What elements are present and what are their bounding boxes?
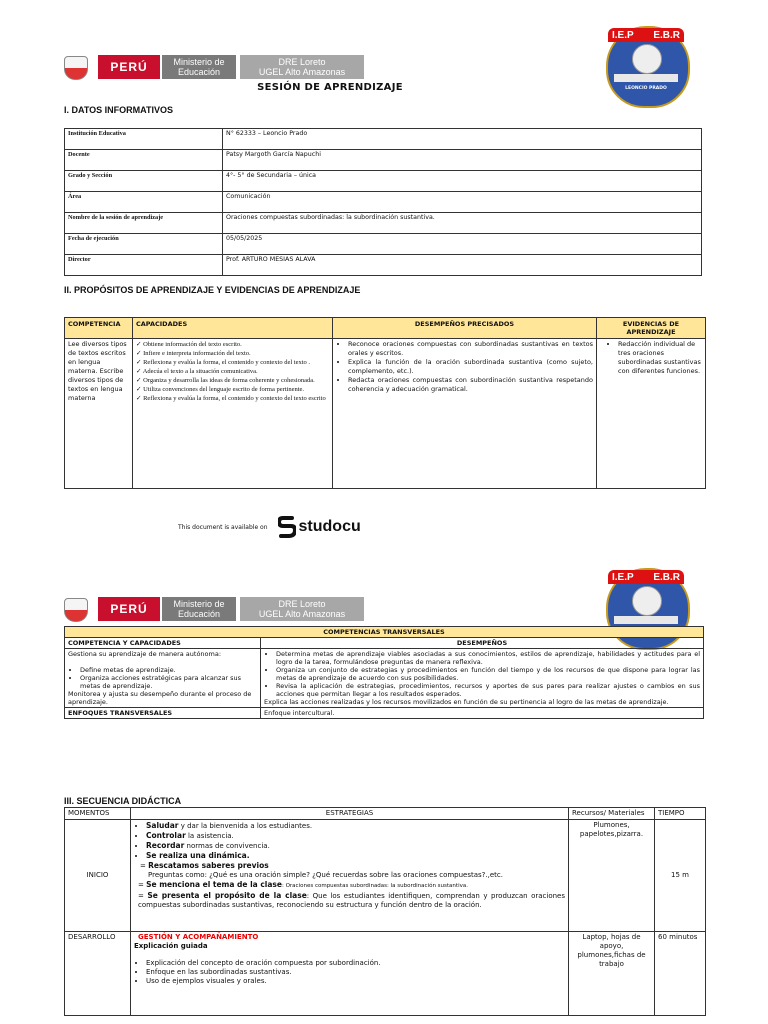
comp-item: • Define metas de aprendizaje.: [80, 666, 257, 674]
page-title: SESIÓN DE APRENDIZAJE: [257, 82, 403, 93]
transversales-header: COMPETENCIAS TRANSVERSALES: [65, 627, 704, 638]
datos-row: Nombre de la sesión de aprendizaje Oraciones compuestas subordinadas: la subordinación sustantiva.: [65, 213, 702, 234]
capacidad-item: ✓ Adecúa el texto a la situación comunicativa.: [136, 368, 258, 375]
studocu-logo[interactable]: studocu: [278, 516, 361, 538]
capacidad-item: ✓ Obtiene información del texto escrito.: [136, 341, 242, 348]
desarrollo-estrategias: GESTIÓN Y ACOMPAÑAMIENTO Explicación guiada • Explicación del concepto de oración compuesta por subordinación. • Enfoque en las subordinadas sustantivas. • Uso de ejemplos visuales y orales.: [131, 932, 569, 1016]
propositos-table: [64, 317, 706, 489]
desarrollo-item: • Uso de ejemplos visuales y orales.: [146, 977, 565, 986]
inicio-item: • Saludar y dar la bienvenida a los estudiantes.: [146, 821, 565, 831]
col-desempenos: DESEMPEÑOS PRECISADOS: [333, 318, 597, 339]
dre-logo: DRE Loreto UGEL Alto Amazonas: [240, 55, 364, 79]
desarrollo-item: • Enfoque en las subordinadas sustantivas.: [146, 968, 565, 977]
national-shield-icon: [56, 54, 94, 80]
col-capacidades: CAPACIDADES: [133, 318, 333, 339]
datos-row: Fecha de ejecución 05/05/2025: [65, 234, 702, 255]
minedu-logo: Ministerio de Educación: [162, 55, 236, 79]
desarrollo-tiempo: 60 minutos: [655, 932, 706, 1016]
momento-desarrollo: DESARROLLO: [65, 932, 131, 1016]
desarrollo-recursos: Laptop, hojas de apoyo, plumones,fichas de trabajo: [569, 932, 655, 1016]
datos-row: Docente Patsy Margoth García Napuchi: [65, 150, 702, 171]
national-shield-icon: [56, 596, 94, 622]
desarrollo-item: • Explicación del concepto de oración compuesta por subordinación.: [146, 959, 565, 968]
section-1-heading: I. DATOS INFORMATIVOS: [64, 105, 174, 115]
desempenos-cell: [333, 339, 597, 489]
section-3-heading: III. SECUENCIA DIDÁCTICA: [64, 796, 182, 806]
transversal-desempeno-item: • Revisa la aplicación de estrategias, procedimientos, recursos y aportes de sus pares para realizar ajustes o cambios en sus acciones que permitan llegar a los resultados esperados.: [276, 682, 700, 698]
comp-item: • Organiza acciones estratégicas para alcanzar sus metas de aprendizaje.: [80, 674, 257, 690]
studocu-icon: [278, 516, 296, 538]
header-logos-2: [56, 596, 364, 622]
studocu-banner: This document is available on studocu: [178, 516, 361, 538]
header-logos: [56, 54, 364, 80]
secuencia-table: MOMENTOS ESTRATEGIAS Recursos/ Materiales TIEMPO INICIO • Saludar y dar la bienvenida a los estudiantes. • Controlar la asistencia. • Recordar normas de convivencia. • Se realiza una dinámica. = Rescatamos saberes previos Preguntas como: ¿Qué es una oración simple? ¿Qué recuerdas sobre las oraciones compuestas?.,etc. = Se menciona el tema de la clase: Oraciones compuestas subordinadas: la subordinación sustantiva. = Se presenta el propósito de la clase: Que los estudiantes identifiquen, comprendan y produzcan oraciones compuestas subordinadas sustantivas, reconociendo su estructura y función dentro de la oración. Plumones, papelotes,pizarra. 15 m DESARROLLO GESTIÓN Y ACOMPAÑAMIENTO Explicación guiada • Explicación del concepto de oración compuesta por subordinación. • Enfoque en las subordinadas sustantivas. • Uso de ejemplos visuales y orales. Laptop, hojas de apoyo, plumones,fichas de trabajo 60 minutos: [64, 807, 706, 1016]
peru-logo: PERÚ: [98, 55, 160, 79]
inicio-tiempo: 15 m: [655, 820, 706, 932]
momento-inicio: INICIO: [65, 820, 131, 932]
datos-row: Área Comunicación: [65, 192, 702, 213]
peru-logo: PERÚ: [98, 597, 160, 621]
datos-table: [64, 128, 702, 276]
capacidad-item: ✓ Reflexiona y evalúa la forma, el contenido y contexto del texto .: [136, 359, 311, 366]
inicio-item: • Controlar la asistencia.: [146, 831, 565, 841]
inicio-item: = Rescatamos saberes previos: [140, 861, 269, 870]
capacidad-item: ✓ Infiere e interpreta información del texto.: [136, 350, 251, 357]
capacidad-item: ✓ Reflexiona y evalúa la forma, el contenido y contexto del texto escrito: [136, 395, 326, 402]
transversal-competencia-cell: Gestiona su aprendizaje de manera autónoma: • Define metas de aprendizaje. • Organiza acciones estratégicas para alcanzar sus metas de aprendizaje. Monitorea y ajusta su desempeño durante el proceso de aprendizaje.: [65, 649, 261, 708]
inicio-estrategias: • Saludar y dar la bienvenida a los estudiantes. • Controlar la asistencia. • Recordar normas de convivencia. • Se realiza una dinámica. = Rescatamos saberes previos Preguntas como: ¿Qué es una oración simple? ¿Qué recuerdas sobre las oraciones compuestas?.,etc. = Se menciona el tema de la clase: Oraciones compuestas subordinadas: la subordinación sustantiva. = Se presenta el propósito de la clase: Que los estudiantes identifiquen, comprendan y produzcan oraciones compuestas subordinadas sustantivas, reconociendo su estructura y función dentro de la oración.: [131, 820, 569, 932]
inicio-recursos: Plumones, papelotes,pizarra.: [569, 820, 655, 932]
capacidades-cell: [133, 339, 333, 489]
section-2-heading: II. PROPÓSITOS DE APRENDIZAJE Y EVIDENCIAS DE APRENDIZAJE: [64, 285, 361, 295]
evidencias-cell: [597, 339, 706, 489]
inicio-item: • Recordar normas de convivencia.: [146, 841, 565, 851]
desempeno-item: • Redacta oraciones compuestas con subordinación sustantiva respetando coherencia y adecuación gramatical.: [348, 376, 593, 394]
competencia-cell: Lee diversos tipos de textos escritos en lengua materna. Escribe diversos tipos de textos en lengua materna: [65, 339, 133, 489]
desempeno-item: • Reconoce oraciones compuestas con subordinadas sustantivas en textos orales y escritos.: [348, 340, 593, 358]
school-crest-icon: I.E.P E.B.R LEONCIO PRADO: [604, 22, 688, 106]
capacidad-item: ✓ Organiza y desarrolla las ideas de forma coherente y cohesionada.: [136, 377, 315, 384]
transversal-desempeno-item: • Organiza un conjunto de estrategias y procedimientos en función del tiempo y de los recursos de que dispone para lograr las metas de aprendizaje de acuerdo con sus posibilidades.: [276, 666, 700, 682]
datos-row: Director Prof. ARTURO MESIAS ALAVA: [65, 255, 702, 276]
datos-row: Grado y Sección 4°- 5° de Secundaria – única: [65, 171, 702, 192]
inicio-item: • Se realiza una dinámica.: [146, 851, 565, 861]
capacidad-item: ✓ Utiliza convenciones del lenguaje escrito de forma pertinente.: [136, 386, 305, 393]
minedu-logo: Ministerio de Educación: [162, 597, 236, 621]
school-crest-icon: I.E.P E.B.R: [604, 564, 688, 648]
transversal-desempenos-cell: • Determina metas de aprendizaje viables asociadas a sus conocimientos, estilos de aprendizaje, habilidades y actitudes para el logro de la tarea, formulándose preguntas de manera reflexiva. • Organiza un conjunto de estrategias y procedimientos en función del tiempo y de los recursos de que dispone para lograr las metas de aprendizaje de acuerdo con sus posibilidades. • Revisa la aplicación de estrategias, procedimientos, recursos y aportes de sus pares para realizar ajustes o cambios en sus acciones que permitan llegar a los resultados esperados. Explica las acciones realizadas y los recursos movilizados en función de su pertinencia al logro de las metas de aprendizaje.: [261, 649, 704, 708]
transversal-desempeno-item: • Determina metas de aprendizaje viables asociadas a sus conocimientos, estilos de aprendizaje, habilidades y actitudes para el logro de la tarea, formulándose preguntas de manera reflexiva.: [276, 650, 700, 666]
col-competencia: COMPETENCIA: [65, 318, 133, 339]
transversales-table: COMPETENCIAS TRANSVERSALES COMPETENCIA Y CAPACIDADES DESEMPEÑOS Gestiona su aprendizaje de manera autónoma: • Define metas de aprendizaje. • Organiza acciones estratégicas para alcanzar sus metas de aprendizaje. Monitorea y ajusta su desempeño durante el proceso de aprendizaje. • Determina metas de aprendizaje viables asociadas a sus conocimientos, estilos de aprendizaje, habilidades y actitudes para el logro de la tarea, formulándose preguntas de manera reflexiva. • Organiza un conjunto de estrategias y procedimientos en función del tiempo y de los recursos de que dispone para lograr las metas de aprendizaje de acuerdo con sus posibilidades. • Revisa la aplicación de estrategias, procedimientos, recursos y aportes de sus pares para realizar ajustes o cambios en sus acciones que permitan llegar a los resultados esperados. Explica las acciones realizadas y los recursos movilizados en función de su pertinencia al logro de las metas de aprendizaje. ENFOQUES TRANSVERSALES Enfoque intercultural.: [64, 626, 704, 719]
col-evidencias: EVIDENCIAS DE APRENDIZAJE: [597, 318, 706, 339]
desempeno-item: • Explica la función de la oración subordinada sustantiva (como sujeto, complemento, etc.).: [348, 358, 593, 376]
datos-row: Institución Educativa N° 62333 – Leoncio Prado: [65, 129, 702, 150]
evidencia-item: • Redacción individual de tres oraciones subordinadas sustantivas con diferentes funciones.: [618, 340, 702, 376]
dre-logo: DRE Loreto UGEL Alto Amazonas: [240, 597, 364, 621]
